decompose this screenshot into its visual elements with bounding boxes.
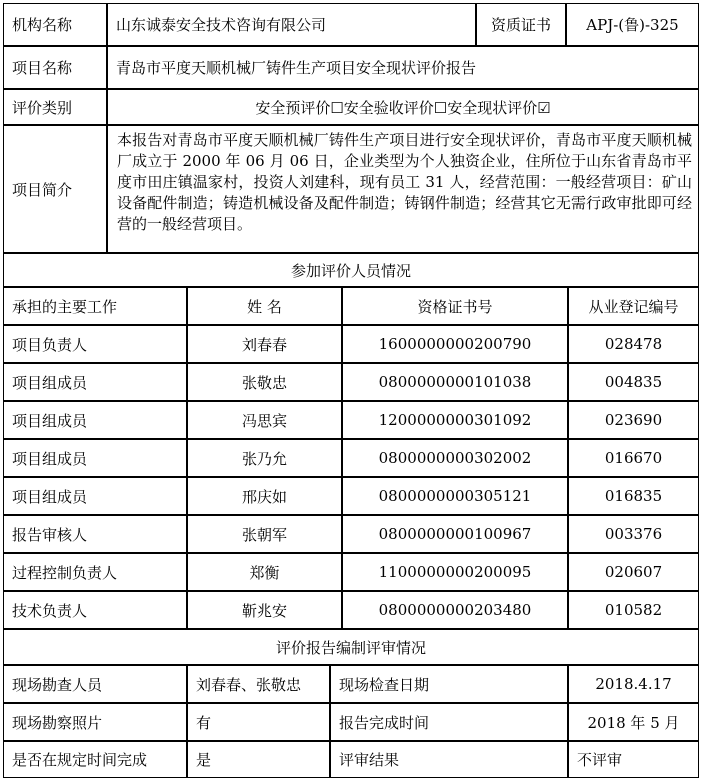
role-text: 项目组成员 xyxy=(12,411,88,430)
review-value-text: 2018 年 5 月 xyxy=(587,713,680,732)
intro-text xyxy=(107,125,699,253)
cert-cell xyxy=(342,325,568,363)
role-cell xyxy=(3,325,187,363)
review-label-text: 现场检查日期 xyxy=(339,675,430,694)
cert-value-text: APJ-(鲁)-325 xyxy=(586,16,679,34)
review-label-text: 是否在规定时间完成 xyxy=(12,751,148,769)
review-value-text: 是 xyxy=(196,751,212,769)
role-text: 过程控制负责人 xyxy=(12,563,118,582)
personnel-section-title-text: 参加评价人员情况 xyxy=(290,261,411,280)
role-cell xyxy=(3,591,187,629)
role-cell xyxy=(3,363,187,401)
role-text: 项目组成员 xyxy=(12,449,88,468)
name-text: 郑衡 xyxy=(249,563,280,582)
cert-cell xyxy=(342,553,568,591)
intro-label-text: 项目简介 xyxy=(12,180,73,199)
reg-text: 016670 xyxy=(604,449,663,467)
type-value xyxy=(107,89,699,125)
type-label xyxy=(3,89,107,125)
review-value-text: 不评审 xyxy=(577,751,623,769)
cert-cell xyxy=(342,477,568,515)
role-cell xyxy=(3,553,187,591)
role-text: 报告审核人 xyxy=(12,525,88,544)
reg-cell xyxy=(568,439,699,477)
org-value-text: 山东诚泰安全技术咨询有限公司 xyxy=(116,16,327,34)
review-value xyxy=(568,741,699,778)
reg-cell xyxy=(568,553,699,591)
cert-cell xyxy=(342,591,568,629)
reg-cell xyxy=(568,515,699,553)
name-text: 张敬忠 xyxy=(241,373,287,392)
review-section-title-text: 评价报告编制评审情况 xyxy=(275,638,426,657)
cert-cell xyxy=(342,401,568,439)
project-label-text: 项目名称 xyxy=(12,59,73,77)
role-cell xyxy=(3,477,187,515)
cert-text: 1100000000200095 xyxy=(378,563,532,581)
name-text: 冯思宾 xyxy=(241,411,287,430)
role-cell xyxy=(3,439,187,477)
review-value xyxy=(187,741,330,778)
name-text: 刘春春 xyxy=(241,335,287,354)
cert-text: 0800000000305121 xyxy=(378,487,532,505)
review-value xyxy=(568,665,699,703)
cert-text: 0800000000100967 xyxy=(378,525,532,543)
review-value xyxy=(568,703,699,741)
cert-text: 0800000000203480 xyxy=(378,601,532,619)
review-section-title xyxy=(3,629,699,665)
name-cell xyxy=(187,591,342,629)
cert-cell xyxy=(342,515,568,553)
review-value xyxy=(187,665,330,703)
review-label-text: 评审结果 xyxy=(339,751,400,769)
column-header-name: 姓 名 xyxy=(247,297,282,316)
name-cell xyxy=(187,515,342,553)
review-label xyxy=(330,703,568,741)
role-text: 项目负责人 xyxy=(12,335,88,354)
project-value-text: 青岛市平度天顺机械厂铸件生产项目安全现状评价报告 xyxy=(116,59,477,77)
name-cell xyxy=(187,477,342,515)
project-value xyxy=(107,46,699,89)
name-cell xyxy=(187,553,342,591)
reg-text: 004835 xyxy=(604,373,663,391)
personnel-section-title xyxy=(3,253,699,287)
reg-text: 010582 xyxy=(604,601,663,619)
name-text: 邢庆如 xyxy=(241,487,287,506)
review-label xyxy=(3,741,187,778)
cert-text: 1600000000200790 xyxy=(378,335,532,353)
review-label-text: 报告完成时间 xyxy=(339,713,430,732)
name-text: 靳兆安 xyxy=(241,601,287,620)
reg-cell xyxy=(568,401,699,439)
reg-text: 020607 xyxy=(604,563,663,581)
reg-text: 028478 xyxy=(604,335,663,353)
type-value-text: 安全预评价☐安全验收评价☐安全现状评价☑ xyxy=(255,98,551,117)
cert-label-text: 资质证书 xyxy=(490,16,551,34)
name-cell xyxy=(187,401,342,439)
cert-text: 1200000000301092 xyxy=(378,411,532,429)
column-header-role: 承担的主要工作 xyxy=(12,297,118,316)
review-label xyxy=(330,665,568,703)
org-label xyxy=(3,3,107,46)
type-label-text: 评价类别 xyxy=(12,98,73,117)
reg-text: 016835 xyxy=(604,487,663,505)
project-label xyxy=(3,46,107,89)
name-cell xyxy=(187,439,342,477)
role-cell xyxy=(3,401,187,439)
cert-label xyxy=(476,3,566,46)
column-header xyxy=(187,287,342,325)
review-value-text: 2018.4.17 xyxy=(595,675,672,693)
org-value xyxy=(107,3,476,46)
cert-cell xyxy=(342,439,568,477)
name-cell xyxy=(187,363,342,401)
cert-cell xyxy=(342,363,568,401)
intro-paragraph: 本报告对青岛市平度天顺机械厂铸件生产项目进行安全现状评价，青岛市平度天顺机械厂成立于 2000 年 06 月 06 日，企业类型为个人独资企业，住所位于山东省青岛市平度市田庄镇温家村，投资人刘建科，现有员工 31 人，经营范围：一般经营项目：矿山设备配件制造；铸造机械设备及配件制造；铸钢件制造；经营其它无需行政审批即可经营的一般经营项目。 xyxy=(117,131,692,233)
role-cell xyxy=(3,515,187,553)
review-label-text: 现场勘察照片 xyxy=(12,713,103,732)
role-text: 项目组成员 xyxy=(12,373,88,392)
review-label xyxy=(3,703,187,741)
column-header-reg: 从业登记编号 xyxy=(588,297,679,316)
name-cell xyxy=(187,325,342,363)
cert-text: 0800000000302002 xyxy=(378,449,532,467)
column-header xyxy=(342,287,568,325)
role-text: 项目组成员 xyxy=(12,487,88,506)
cert-value xyxy=(566,3,699,46)
reg-cell xyxy=(568,325,699,363)
cert-text: 0800000000101038 xyxy=(378,373,532,391)
evaluation-info-table xyxy=(4,4,700,778)
review-label xyxy=(330,741,568,778)
reg-cell xyxy=(568,591,699,629)
review-value-text: 刘春春、张敬忠 xyxy=(196,675,302,694)
name-text: 张乃允 xyxy=(241,449,287,468)
column-header xyxy=(3,287,187,325)
column-header xyxy=(568,287,699,325)
review-value-text: 有 xyxy=(196,713,212,732)
column-header-cert: 资格证书号 xyxy=(417,297,493,316)
reg-cell xyxy=(568,363,699,401)
org-label-text: 机构名称 xyxy=(12,16,73,34)
intro-label xyxy=(3,125,107,253)
review-label xyxy=(3,665,187,703)
role-text: 技术负责人 xyxy=(12,601,88,620)
reg-text: 003376 xyxy=(604,525,663,543)
review-value xyxy=(187,703,330,741)
reg-cell xyxy=(568,477,699,515)
reg-text: 023690 xyxy=(604,411,663,429)
review-label-text: 现场勘查人员 xyxy=(12,675,103,694)
name-text: 张朝军 xyxy=(241,525,287,544)
